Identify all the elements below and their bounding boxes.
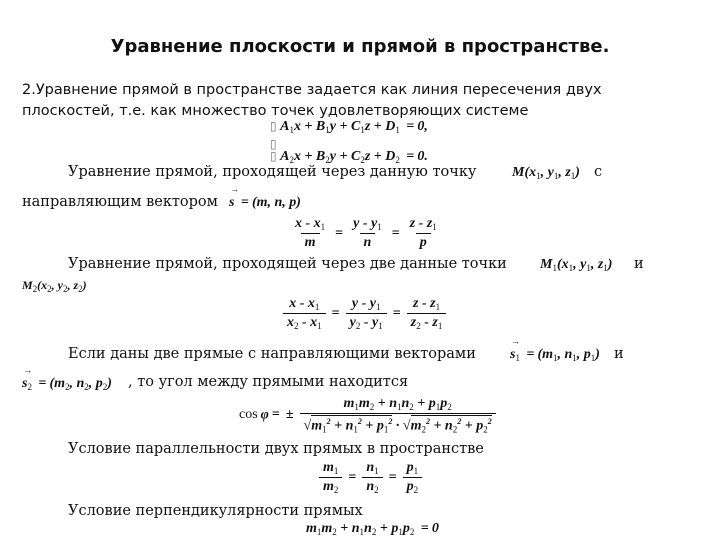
two-point-equation: $\frac{x - x_1}{x_2 - x_1}$ = $\frac{y - y_1}{y_2 - y_1}$ = $\frac{z - z_1}{z_2 - z_1}$ <box>280 296 449 331</box>
direction-vector: → s = (m, n, p) <box>229 195 301 211</box>
point-m: $M(x_1$, $y_1$, $z_1$) <box>512 165 580 181</box>
parallel-text: Условие параллельности двух прямых в пространстве <box>68 441 484 457</box>
intro-line-1: 2.Уравнение прямой в пространстве задается как линия пересечения двух <box>22 82 602 98</box>
page-title: Уравнение плоскости и прямой в пространстве. <box>110 36 610 57</box>
system-eq-1: ▯ $A_1x + B_1y + C_1z + D_1 = 0$, <box>270 119 428 136</box>
perpendicular-formula: $m_1m_2 + n_1n_2 + p_1p_2 = 0$ <box>306 521 439 538</box>
system-eq-2: ▯ $A_2x + B_2y + C_2z + D_2 = 0$. <box>270 149 428 166</box>
point-m1: $M_1(x_1$, $y_1$, $z_1$) <box>540 257 613 273</box>
point-m2: $M_2(x_2$, $y_2$, $z_2$) <box>22 278 87 294</box>
vector-s1: → $s_1 = (m_1$, $n_1$, $p_1$) <box>510 347 600 363</box>
cosine-formula: cos φ = ± $\frac{m_1m_2 + n_1n_2 + p_1p_2}{√m_1^2 + n_1^2 + p_1^2 \cdot √m_2^2 + n_2^2 + p_2^2}$ <box>236 396 499 435</box>
angle-text-2: и <box>614 346 624 362</box>
canonical-text-3: направляющим вектором <box>22 194 218 210</box>
intro-paragraph <box>22 80 602 122</box>
canonical-text-2: с <box>594 164 603 180</box>
canonical-equation: $\frac{x - x_1}{m}$ = $\frac{y - y_1}{n}$ = $\frac{z - z_1}{p}$ <box>295 216 437 250</box>
canonical-text-1: Уравнение прямой, проходящей через данную точку <box>68 164 477 180</box>
two-points-text-1: Уравнение прямой, проходящей через две данные точки <box>68 256 507 272</box>
system-of-equations: ▯ $A_1x + B_1y + C_1z + D_1 = 0$, ▯ ▯ $A_2x + B_2y + C_2z + D_2 = 0$. <box>270 119 428 169</box>
parallel-formula: $\frac{m_1}{m_2}$ = $\frac{n_1}{n_2}$ = $\frac{p_1}{p_2}$ <box>316 460 425 495</box>
intro-line-2: плоскостей, т.е. как множество точек удовлетворяющих системе <box>22 103 529 119</box>
angle-text-1: Если даны две прямые с направляющими векторами <box>68 346 476 362</box>
vector-s2: → $s_2 = (m_2$, $n_2$, $p_2$) <box>22 376 112 392</box>
perpendicular-text: Условие перпендикулярности прямых <box>68 503 363 519</box>
angle-text-3: , то угол между прямыми находится <box>128 374 409 390</box>
two-points-text-2: и <box>634 256 644 272</box>
